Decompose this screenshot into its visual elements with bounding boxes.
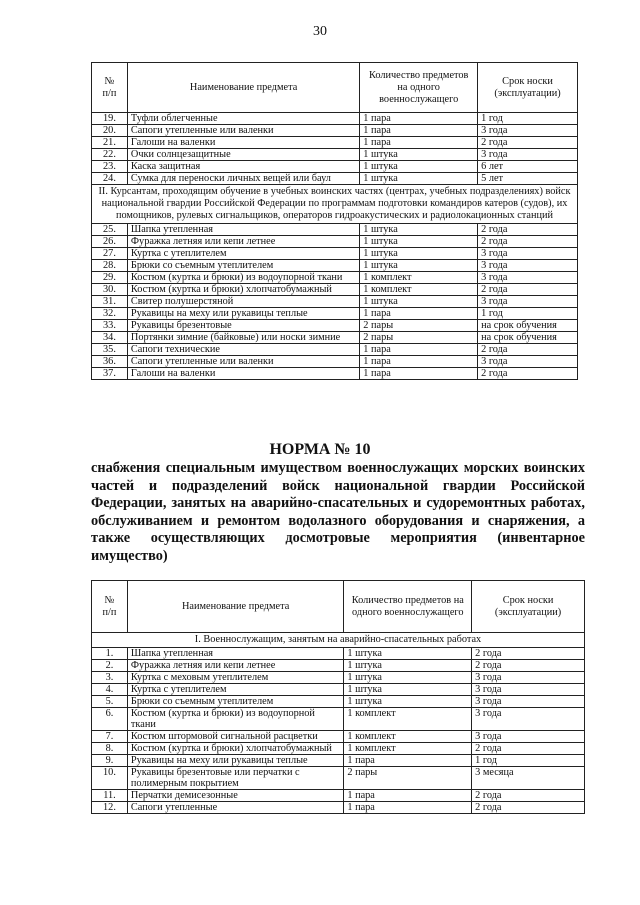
item-name: Костюм (куртка и брюки) из водоупорной ткани [127,272,359,284]
row-number: 22. [92,149,128,161]
item-quantity: 1 штука [344,648,472,660]
item-term: 3 года [472,672,585,684]
row-number: 23. [92,161,128,173]
row-number: 26. [92,236,128,248]
table-row [92,648,585,660]
item-quantity: 2 пары [344,767,472,790]
table-row [92,731,585,743]
table-row [92,790,585,802]
table-row [92,236,578,248]
item-term: 1 год [478,308,578,320]
item-name: Перчатки демисезонные [127,790,343,802]
table-row [92,708,585,731]
table-row [92,802,585,814]
item-name: Сапоги утепленные или валенки [127,356,359,368]
item-quantity: 1 пара [360,125,478,137]
item-name: Шапка утепленная [127,224,359,236]
item-name: Брюки со съемным утеплителем [127,696,343,708]
table-row [92,743,585,755]
table-row [92,224,578,236]
item-quantity: 1 комплект [344,743,472,755]
item-name: Сапоги утепленные или валенки [127,125,359,137]
table-row [92,684,585,696]
item-term: 2 года [472,743,585,755]
row-number: 30. [92,284,128,296]
item-quantity: 1 штука [360,149,478,161]
table-row [92,332,578,344]
item-term: 2 года [478,236,578,248]
row-number: 5. [92,696,128,708]
item-quantity: 1 пара [360,344,478,356]
table-row [92,248,578,260]
row-number: 24. [92,173,128,185]
item-name: Костюм (куртка и брюки) хлопчатобумажный [127,743,343,755]
header-term: Срок носки (эксплуатации) [472,581,585,633]
item-name: Фуражка летняя или кепи летнее [127,660,343,672]
header-qty: Количество предметов на одного военнослужащего [344,581,472,633]
item-term: 3 года [472,684,585,696]
row-number: 36. [92,356,128,368]
item-term: 2 года [478,137,578,149]
item-quantity: 1 комплект [344,708,472,731]
table-row [92,767,585,790]
norm-description: снабжения специальным имуществом военнослужащих морских воинских частей и подразделений войск национальной гвардии Российской Федерации, занятых на аварийно-спасательных и судоремонтных работах, обслуживанием и ремонтом водолазного оборудования и снаряжения, а также осуществляющих досмотровые мероприятия (инвентарное имущество) [91,460,585,564]
table-row [92,272,578,284]
equipment-table-1 [91,62,578,380]
table-row [92,137,578,149]
row-number: 10. [92,767,128,790]
item-term: на срок обучения [478,320,578,332]
item-name: Туфли облегченные [127,113,359,125]
row-number: 11. [92,790,128,802]
item-term: 3 года [478,149,578,161]
item-name: Брюки со съемным утеплителем [127,260,359,272]
item-term: 6 лет [478,161,578,173]
row-number: 19. [92,113,128,125]
page-number: 30 [313,24,327,39]
item-term: 3 года [478,272,578,284]
table-row [92,308,578,320]
item-quantity: 1 штука [360,224,478,236]
item-term: 2 года [478,284,578,296]
item-quantity: 1 комплект [360,284,478,296]
table-row [92,173,578,185]
row-number: 21. [92,137,128,149]
item-term: 2 года [478,344,578,356]
item-name: Портянки зимние (байковые) или носки зимние [127,332,359,344]
item-quantity: 1 пара [360,308,478,320]
item-quantity: 1 штука [344,660,472,672]
item-name: Куртка с утеплителем [127,684,343,696]
item-term: 2 года [478,368,578,380]
item-term: на срок обучения [478,332,578,344]
item-quantity: 2 пары [360,332,478,344]
item-name: Галоши на валенки [127,368,359,380]
item-name: Галоши на валенки [127,137,359,149]
item-quantity: 2 пары [360,320,478,332]
item-term: 3 года [478,356,578,368]
table-row [92,149,578,161]
table-row [92,696,585,708]
item-name: Шапка утепленная [127,648,343,660]
item-name: Куртка с утеплителем [127,248,359,260]
item-term: 3 месяца [472,767,585,790]
table-row [92,113,578,125]
row-number: 9. [92,755,128,767]
row-number: 6. [92,708,128,731]
norm-title: НОРМА № 10 [269,441,371,458]
item-quantity: 1 штука [360,173,478,185]
equipment-table-2 [91,580,585,814]
header-name: Наименование предмета [127,63,359,113]
table-row [92,284,578,296]
row-number: 27. [92,248,128,260]
item-quantity: 1 штука [360,161,478,173]
item-name: Рукавицы брезентовые или перчатки с полимерным покрытием [127,767,343,790]
item-quantity: 1 штука [360,236,478,248]
row-number: 29. [92,272,128,284]
item-name: Сапоги технические [127,344,359,356]
section-heading: II. Курсантам, проходящим обучение в учебных воинских частях (центрах, учебных подразделениях) войск национальной гвардии Российской Федерации по программам подготовки командиров катеров (судов), их помощников, рулевых сигнальщиков, операторов гидроакустических и радиолокационных станций [92,185,578,224]
table-row [92,660,585,672]
header-term: Срок носки (эксплуатации) [478,63,578,113]
table-row [92,320,578,332]
section-heading: I. Военнослужащим, занятым на аварийно-спасательных работах [92,633,585,648]
item-term: 3 года [478,296,578,308]
item-quantity: 1 пара [344,790,472,802]
table-row [92,755,585,767]
item-quantity: 1 пара [360,113,478,125]
row-number: 28. [92,260,128,272]
table-row [92,356,578,368]
item-name: Рукавицы на меху или рукавицы теплые [127,308,359,320]
item-term: 3 года [472,696,585,708]
header-name: Наименование предмета [127,581,343,633]
item-name: Костюм (куртка и брюки) хлопчатобумажный [127,284,359,296]
item-term: 5 лет [478,173,578,185]
item-term: 3 года [478,125,578,137]
item-quantity: 1 штука [344,684,472,696]
item-name: Рукавицы брезентовые [127,320,359,332]
item-name: Рукавицы на меху или рукавицы теплые [127,755,343,767]
row-number: 12. [92,802,128,814]
item-term: 3 года [478,260,578,272]
row-number: 33. [92,320,128,332]
table-row [92,368,578,380]
table-row [92,672,585,684]
item-quantity: 1 штука [360,260,478,272]
table-row [92,296,578,308]
table-row [92,344,578,356]
item-quantity: 1 комплект [360,272,478,284]
row-number: 20. [92,125,128,137]
row-number: 37. [92,368,128,380]
header-num: № п/п [92,63,128,113]
item-term: 2 года [472,802,585,814]
row-number: 2. [92,660,128,672]
item-term: 3 года [472,708,585,731]
item-quantity: 1 пара [360,356,478,368]
table-row [92,260,578,272]
item-quantity: 1 штука [360,248,478,260]
row-number: 4. [92,684,128,696]
item-name: Фуражка летняя или кепи летнее [127,236,359,248]
item-quantity: 1 штука [360,296,478,308]
table-row [92,125,578,137]
item-name: Каска защитная [127,161,359,173]
row-number: 35. [92,344,128,356]
row-number: 1. [92,648,128,660]
item-quantity: 1 штука [344,696,472,708]
item-term: 1 год [472,755,585,767]
item-quantity: 1 пара [360,137,478,149]
item-term: 2 года [472,660,585,672]
item-name: Куртка с меховым утеплителем [127,672,343,684]
header-num: № п/п [92,581,128,633]
item-term: 2 года [478,224,578,236]
row-number: 32. [92,308,128,320]
header-qty: Количество предметов на одного военнослужащего [360,63,478,113]
row-number: 7. [92,731,128,743]
row-number: 3. [92,672,128,684]
item-term: 1 год [478,113,578,125]
table-row [92,161,578,173]
row-number: 8. [92,743,128,755]
item-term: 3 года [472,731,585,743]
item-quantity: 1 комплект [344,731,472,743]
item-term: 2 года [472,648,585,660]
item-name: Сумка для переноски личных вещей или баул [127,173,359,185]
row-number: 31. [92,296,128,308]
item-name: Очки солнцезащитные [127,149,359,161]
item-name: Свитер полушерстяной [127,296,359,308]
item-name: Костюм (куртка и брюки) из водоупорной ткани [127,708,343,731]
item-quantity: 1 пара [360,368,478,380]
row-number: 34. [92,332,128,344]
item-term: 2 года [472,790,585,802]
item-term: 3 года [478,248,578,260]
row-number: 25. [92,224,128,236]
item-name: Сапоги утепленные [127,802,343,814]
item-quantity: 1 пара [344,802,472,814]
item-quantity: 1 штука [344,672,472,684]
item-name: Костюм штормовой сигнальной расцветки [127,731,343,743]
item-quantity: 1 пара [344,755,472,767]
